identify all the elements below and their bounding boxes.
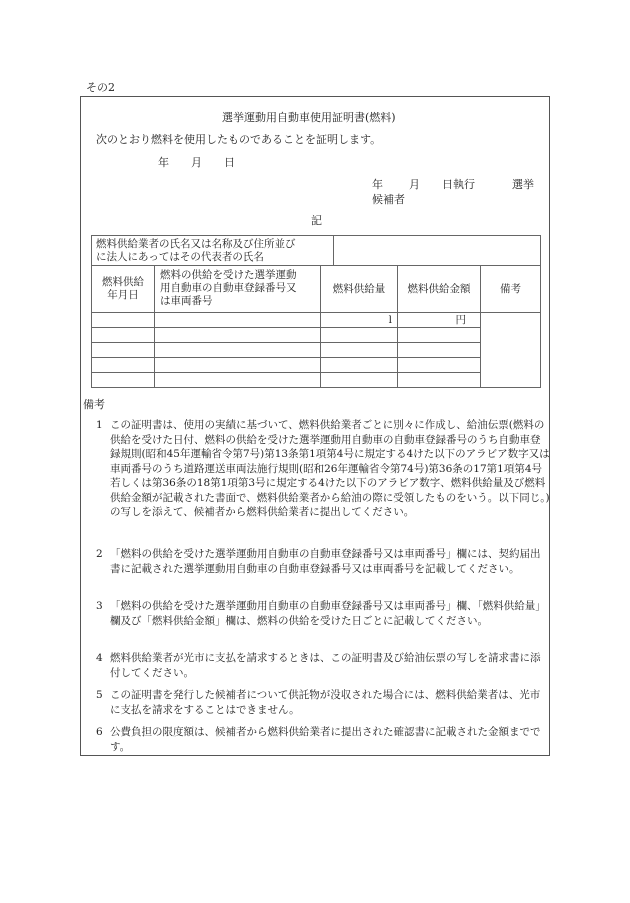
note-text: この証明書は、使用の実績に基づいて、燃料供給業者ごとに別々に作成し、給油伝票(燃料の供給を受けた日付、燃料の供給を受けた選挙運動用自動車の自動車登録番号のうち自動車登録規則(昭和45年運輸省令第7号)第13条第1項第4号に規定する4けた以下のアラビア数字又は車両番号のうち道路運送車両法施行規則(昭和26年運輸省令第74号)第36条の17第1項第4号若しくは第36条の18第1項第3号に規定する4けた以下のアラビア数字、燃料供給量及び燃料供給金額が記載された書面で、燃料供給業者から給油の際に受領したものをいう。以下同じ。)の写しを添えて、候補者から燃料供給業者に提出してください。: [110, 419, 550, 518]
table-cell: [155, 313, 321, 328]
supplier-label-line1: 燃料供給業者の氏名又は名称及び住所並び: [96, 237, 296, 250]
header-vehicle-l1: 燃料の供給を受けた選挙運動: [160, 269, 297, 281]
header-supply-date-l2: 年月日: [107, 289, 139, 301]
remarks-cell: [481, 313, 541, 388]
note-1: [96, 418, 550, 520]
table-row: [92, 358, 541, 373]
election-exec-day: 日執行: [442, 178, 475, 191]
note-5: [96, 688, 550, 717]
note-number: 3: [96, 600, 103, 612]
note-text: 「燃料の供給を受けた選挙運動用自動車の自動車登録番号又は車両番号」欄には、契約届出書に記載された選挙運動用自動車の自動車登録番号又は車両番号を記載してください。: [110, 548, 541, 575]
table-row: [92, 373, 541, 388]
note-6: [96, 725, 550, 754]
supplier-table: [91, 235, 541, 266]
supplier-label-cell: [92, 236, 334, 266]
note-number: 2: [96, 548, 103, 560]
note-text: この証明書を発行した候補者について供託物が没収された場合には、燃料供給業者は、光市に支払を請求をすることはできません。: [110, 689, 541, 716]
candidate-label: 候補者: [372, 193, 405, 206]
amount-unit: l: [321, 313, 398, 328]
table-row: [92, 328, 541, 343]
header-vehicle-number: [155, 266, 321, 313]
note-text: 燃料供給業者が光市に支払を請求するときは、この証明書及び給油伝票の写しを請求書に添付してください。: [110, 652, 541, 679]
supplier-label-line2: に法人にあってはその代表者の氏名: [96, 250, 264, 263]
note-number: 4: [96, 652, 103, 664]
table-row: [92, 343, 541, 358]
note-number: 5: [96, 689, 103, 701]
document-title: 選挙運動用自動車使用証明書(燃料): [222, 111, 396, 124]
election-label: 選挙: [512, 178, 534, 191]
header-remarks: 備考: [481, 266, 541, 313]
header-vehicle-l2: 用自動車の自動車登録番号又: [160, 282, 297, 294]
page-label: その2: [86, 81, 115, 94]
header-supply-date-l1: 燃料供給: [102, 276, 144, 288]
notes-heading: 備考: [83, 398, 105, 411]
note-number: 1: [96, 419, 103, 431]
header-fuel-amount: 燃料供給量: [321, 266, 398, 313]
fuel-table: [91, 265, 541, 388]
intro-text: 次のとおり燃料を使用したものであることを証明します。: [96, 133, 382, 146]
note-number: 6: [96, 726, 103, 738]
note-3: [96, 599, 550, 628]
table-cell: [92, 313, 155, 328]
header-vehicle-l3: は車両番号: [160, 295, 213, 307]
supplier-value-cell: [334, 236, 541, 266]
header-fuel-price: 燃料供給金額: [398, 266, 481, 313]
note-4: [96, 651, 550, 680]
header-supply-date: [92, 266, 155, 313]
ki-heading: 記: [311, 214, 322, 227]
note-text: 公費負担の限度額は、候補者から燃料供給業者に提出された確認書に記載された金額までです。: [110, 726, 541, 753]
note-text: 「燃料の供給を受けた選挙運動用自動車の自動車登録番号又は車両番号」欄、「燃料供給量」欄及び「燃料供給金額」欄は、燃料の供給を受けた日ごとに記載してください。: [110, 600, 546, 627]
price-unit: 円: [398, 313, 481, 328]
issue-date-line: 年 月 日: [158, 156, 235, 169]
note-2: [96, 547, 550, 576]
table-row: [92, 313, 541, 328]
election-year: 年: [372, 178, 383, 191]
election-month: 月: [409, 178, 420, 191]
